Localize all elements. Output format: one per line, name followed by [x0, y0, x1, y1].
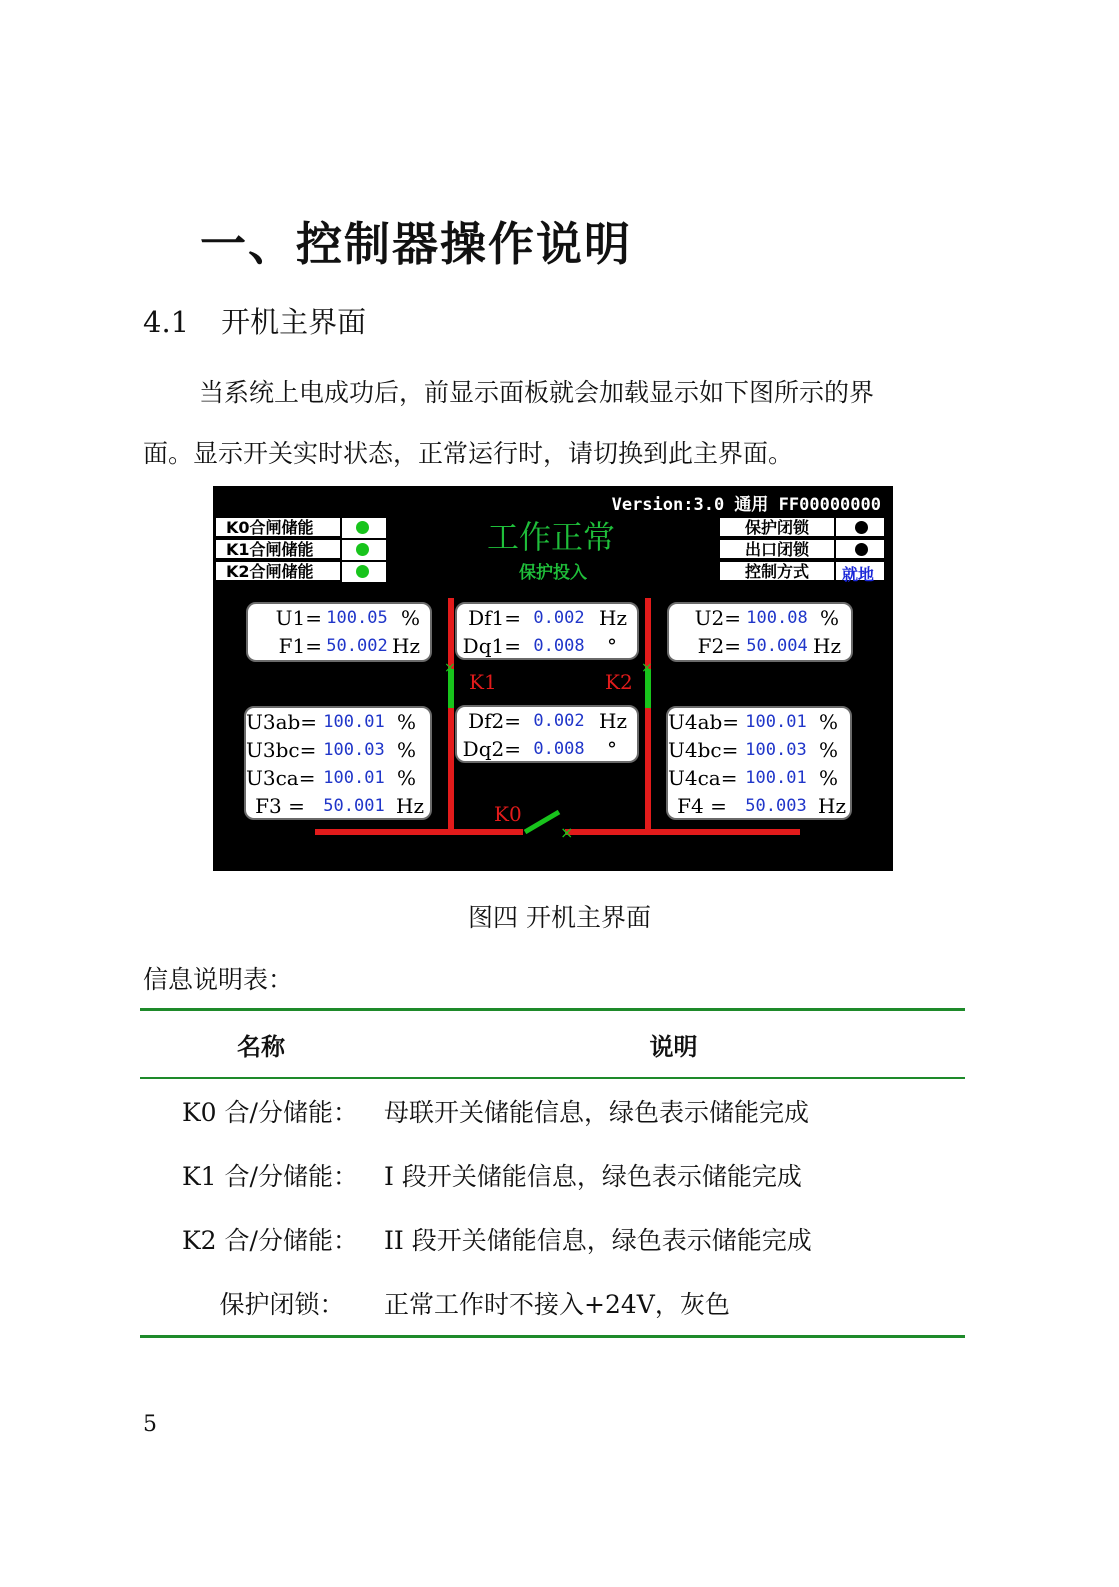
readout-key: F2= — [697, 634, 741, 658]
column-header-desc: 说明 — [649, 1032, 698, 1061]
indicator-label: K1合闸储能 — [215, 539, 341, 559]
row-name: K2 合/分储能： — [182, 1226, 358, 1255]
readout-value: 0.008 — [533, 739, 585, 759]
readout-key: F4 = — [677, 794, 727, 818]
readout-key: U4bc= — [668, 738, 739, 762]
table-row — [140, 1143, 965, 1207]
readout-unit: ° — [607, 737, 617, 761]
indicator-label: K2合闸储能 — [215, 561, 341, 581]
readout-row — [668, 792, 850, 820]
readout-key: U3ca= — [246, 766, 316, 790]
readout-value: 100.01 — [745, 712, 807, 732]
row-name: K0 合/分储能： — [182, 1098, 358, 1127]
k1-cross-icon: × — [444, 660, 456, 676]
readout-key: U4ca= — [668, 766, 738, 790]
column-header-name: 名称 — [237, 1032, 285, 1061]
readout-unit: % — [818, 766, 838, 790]
readout-unit: Hz — [396, 794, 424, 818]
k0-label: K0 — [494, 802, 522, 826]
row-name-cell — [140, 1078, 382, 1143]
readout-value: 100.01 — [323, 712, 385, 732]
readout-value: 50.003 — [745, 796, 807, 816]
readout-value: 0.008 — [533, 636, 585, 656]
row-desc: 正常工作时不接入+24V，灰色 — [384, 1290, 730, 1319]
readout-row — [457, 604, 637, 632]
page-number: 5 — [143, 1412, 157, 1437]
readout-value: 0.002 — [533, 608, 585, 628]
readout-row — [246, 764, 430, 792]
diff1-box — [455, 602, 639, 660]
readout-value: 100.08 — [746, 608, 808, 628]
bus1-voltage-box — [246, 602, 432, 662]
readout-unit: % — [396, 738, 416, 762]
readout-row — [669, 604, 851, 632]
bus4-voltage-box — [666, 706, 852, 820]
readout-key: Df1= — [468, 606, 521, 630]
row-name-cell — [140, 1143, 382, 1207]
indicator-label: K0合闸储能 — [215, 517, 341, 537]
row-name-cell — [140, 1207, 382, 1271]
control-mode-text: 就地 — [842, 565, 875, 584]
readout-value: 50.004 — [746, 636, 808, 656]
readout-value: 100.03 — [745, 740, 807, 760]
readout-key: F1= — [278, 634, 322, 658]
row-name-cell — [140, 1271, 382, 1337]
section-heading — [143, 300, 366, 341]
readout-value: 100.01 — [323, 768, 385, 788]
table-row — [140, 1207, 965, 1271]
readout-row — [246, 736, 430, 764]
readout-key: U2= — [694, 606, 741, 630]
readout-unit: Hz — [813, 634, 841, 658]
protection-status: 保护投入 — [519, 563, 587, 583]
readout-key: F3 = — [255, 794, 305, 818]
paragraph-line-2: 面。显示开关实时状态，正常运行时，请切换到此主界面。 — [143, 439, 794, 468]
readout-row — [457, 632, 637, 660]
indicator-label: 保护闭锁 — [719, 517, 835, 537]
readout-key: U4ab= — [668, 710, 740, 734]
work-status: 工作正常 — [487, 518, 616, 556]
section-number: 4.1 — [143, 305, 190, 339]
readout-row — [248, 604, 430, 632]
readout-value: 50.001 — [323, 796, 385, 816]
readout-unit: % — [819, 606, 839, 630]
readout-row — [457, 707, 637, 735]
readout-row — [246, 792, 430, 820]
row-desc: I 段开关储能信息，绿色表示储能完成 — [384, 1162, 802, 1191]
chapter-heading: 一、控制器操作说明 — [200, 217, 632, 271]
indicator-label: 控制方式 — [719, 561, 835, 581]
readout-unit: ° — [607, 634, 617, 658]
readout-unit: Hz — [818, 794, 846, 818]
table-title: 信息说明表： — [143, 965, 294, 994]
readout-unit: Hz — [392, 634, 420, 658]
readout-unit: % — [396, 766, 416, 790]
table-header-row — [140, 1010, 965, 1079]
k0-switch — [525, 812, 559, 832]
row-desc: 母联开关储能信息，绿色表示储能完成 — [384, 1098, 810, 1127]
controller-screen — [213, 486, 893, 871]
readout-value: 100.05 — [326, 608, 388, 628]
readout-value: 100.03 — [323, 740, 385, 760]
readout-row — [668, 736, 850, 764]
readout-unit: % — [400, 606, 420, 630]
intro-paragraph — [143, 362, 973, 484]
readout-row — [246, 708, 430, 736]
readout-value: 50.002 — [326, 636, 388, 656]
readout-unit: Hz — [599, 606, 627, 630]
figure-caption: 图四 开机主界面 — [468, 903, 651, 932]
readout-key: Dq1= — [462, 634, 521, 658]
table-row — [140, 1078, 965, 1143]
readout-row — [669, 632, 851, 660]
readout-unit: % — [818, 738, 838, 762]
readout-key: U3ab= — [246, 710, 318, 734]
bus2-voltage-box — [667, 602, 853, 662]
readout-key: U3bc= — [246, 738, 317, 762]
readout-unit: % — [818, 710, 838, 734]
info-table — [140, 1008, 965, 1338]
readout-row — [248, 632, 430, 660]
bus3-voltage-box — [244, 706, 432, 820]
row-name: K1 合/分储能： — [182, 1162, 358, 1191]
k1-label: K1 — [469, 670, 497, 694]
readout-unit: % — [396, 710, 416, 734]
table-row — [140, 1271, 965, 1337]
diff2-box — [455, 705, 639, 763]
row-desc: II 段开关储能信息，绿色表示储能完成 — [384, 1226, 812, 1255]
readout-key: Dq2= — [462, 737, 521, 761]
readout-key: Df2= — [468, 709, 521, 733]
section-title: 开机主界面 — [221, 305, 367, 339]
indicator-label: 出口闭锁 — [719, 539, 835, 559]
readout-row — [668, 764, 850, 792]
version-label: Version:3.0 通用 FF00000000 — [611, 495, 881, 515]
readout-unit: Hz — [599, 709, 627, 733]
readout-value: 0.002 — [533, 711, 585, 731]
readout-key: U1= — [275, 606, 322, 630]
k2-cross-icon: × — [641, 660, 653, 676]
paragraph-line-1: 当系统上电成功后，前显示面板就会加载显示如下图所示的界 — [199, 378, 875, 407]
row-name: 保护闭锁： — [219, 1290, 345, 1319]
k0-cross-icon: × — [560, 823, 574, 842]
readout-value: 100.01 — [745, 768, 807, 788]
readout-row — [668, 708, 850, 736]
readout-row — [457, 735, 637, 763]
k2-label: K2 — [605, 670, 633, 694]
